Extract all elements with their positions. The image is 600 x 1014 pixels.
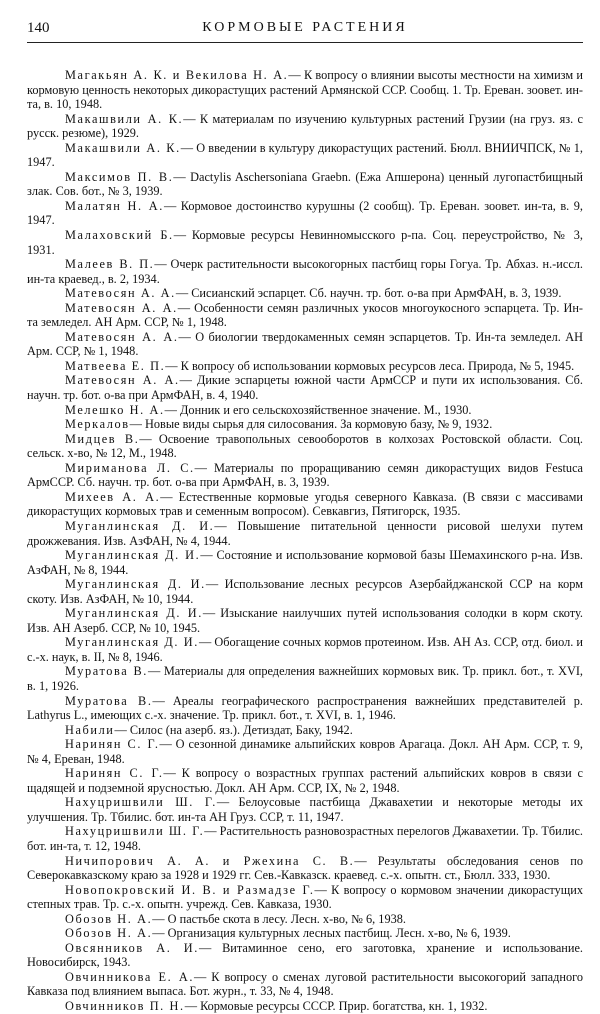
entry-text: — Результаты обследования сенов по Северокавказскому краю за 1928 и 1929 гг. Сев.-Кавказск. краевед. с.-х. опытн. ст., Бюлл. 333, 1930. xyxy=(27,853,583,883)
entry-author: Наринян С. Г. xyxy=(65,737,160,752)
document-page xyxy=(27,18,583,1014)
entry-author: Овчинникова Е. А. xyxy=(65,969,195,984)
entry-text: — Освоение травопольных севооборотов в колхозах Ростовской области. Соц. сельск. х-во, № 12, М., 1948. xyxy=(27,431,583,461)
bibliography-entry xyxy=(27,970,583,999)
entry-author: Малеев В. П. xyxy=(65,257,155,272)
bibliography-entry xyxy=(27,257,583,286)
bibliography-entry xyxy=(27,417,583,432)
entry-text: — Очерк растительности высокогорных пастбищ горы Гогуа. Тр. Абхаз. н.-иссл. ин-та краевед., в. 2, 1934. xyxy=(27,257,583,286)
entry-text: — Материалы для определения важнейших кормовых вик. Тр. прикл. бот., т. XVI, в. 1, 1926. xyxy=(27,664,584,693)
entry-text: — Сисианский эспарцет. Сб. научн. тр. бот. о-ва при АрмФАН, в. 3, 1939. xyxy=(175,286,562,301)
entry-text: — К вопросу о влиянии высоты местности на химизм и кормовую ценность некоторых дикорастущих растений Армянской ССР. Сообщ. 1. Тр. Ереван. зоовет. ин-та, в. 10, 1948. xyxy=(27,68,583,112)
entry-text: — Использование лесных ресурсов Азербайджанской ССР на корм скоту. Изв. АзФАН, № 10, 1944. xyxy=(27,577,583,606)
bibliography-entry xyxy=(27,403,583,418)
entry-text: — Обогащение сочных кормов протеином. Изв. АН Аз. ССР, отд. биол. и с.-х. наук, в. II, № 8, 1946. xyxy=(27,635,583,664)
bibliography-entry xyxy=(27,883,583,912)
entry-text: — К вопросу о сменах луговой растительности высокогорий западного Кавказа под влиянием выпаса. Бот. журн., т. 33, № 4, 1948. xyxy=(27,969,583,999)
bibliography-entry xyxy=(27,854,583,883)
bibliography-entry xyxy=(27,577,583,606)
entry-author: Матевосян А. А. xyxy=(65,329,179,344)
bibliography-entry xyxy=(27,941,583,970)
entry-text: — Dactylis Aschersoniana Graebn. (Ежа Апшерона) ценный лугопастбищный злак. Сов. бот., № 3, 1939. xyxy=(27,169,583,199)
entry-author: Матвеева Е. П. xyxy=(65,358,166,373)
entry-author: Овчинников П. Н. xyxy=(65,999,185,1013)
bibliography-entry xyxy=(27,824,583,853)
bibliography-entry xyxy=(27,606,583,635)
entry-author: Максимов П. В. xyxy=(65,169,174,184)
entry-author: Муганлинская Д. И. xyxy=(65,577,206,592)
entry-author: Малатян Н. А. xyxy=(65,198,164,213)
bibliography-entry xyxy=(27,548,583,577)
bibliography-entry xyxy=(27,170,583,199)
bibliography-entry xyxy=(27,112,583,141)
entry-author: Нахуцришвили Ш. Г. xyxy=(65,795,217,810)
entry-author: Муганлинская Д. И. xyxy=(65,518,215,533)
entry-author: Муратова В. xyxy=(65,664,148,679)
entry-author: Матевосян А. А. xyxy=(65,300,178,315)
bibliography-entry xyxy=(27,490,583,519)
entry-text: — Растительность разновозрастных перелогов Джавахетии. Тр. Тбилис. бот. ин-та, т. 12, 1948. xyxy=(27,824,583,853)
entry-author: Новопокровский И. В. и Размадзе Г. xyxy=(65,882,315,897)
bibliography-entry xyxy=(27,912,583,927)
entry-author: Обозов Н. А. xyxy=(65,911,153,926)
entry-author: Макашвили А. К. xyxy=(65,111,184,126)
bibliography-entry xyxy=(27,228,583,257)
bibliography-entry xyxy=(27,199,583,228)
entry-text: — Новые виды сырья для силосования. За кормовую базу, № 9, 1932. xyxy=(129,417,493,432)
bibliography-list xyxy=(27,68,583,1014)
page-number: 140 xyxy=(27,20,50,36)
entry-text: — Состояние и использование кормовой базы Шемахинского р-на. Изв. АзФАН, № 8, 1944. xyxy=(27,548,583,577)
bibliography-entry xyxy=(27,694,583,723)
entry-author: Макашвили А. К. xyxy=(65,140,181,155)
entry-text: — К вопросу об использовании кормовых ресурсов леса. Природа, № 5, 1945. xyxy=(165,358,575,373)
bibliography-entry xyxy=(27,519,583,548)
page-header xyxy=(27,18,583,38)
bibliography-entry xyxy=(27,723,583,738)
entry-author: Обозов Н. А. xyxy=(65,926,153,941)
bibliography-entry xyxy=(27,330,583,359)
entry-text: — Изыскание наилучших путей использования солодки в корм скоту. Изв. АН Азерб. ССР, № 10, 1945. xyxy=(27,606,583,635)
entry-author: Муганлинская Д. И. xyxy=(65,635,199,650)
entry-text: — О введении в культуру дикорастущих растений. Бюлл. ВНИИЧПСК, № 1, 1947. xyxy=(27,140,583,170)
bibliography-entry xyxy=(27,286,583,301)
entry-text: — О пастьбе скота в лесу. Лесн. х-во, № 6, 1938. xyxy=(152,911,406,926)
entry-text: — Кормовые ресурсы Невинномысского р-па. Соц. переустройство, № 3, 1931. xyxy=(27,228,583,257)
bibliography-entry xyxy=(27,373,583,402)
entry-text: — Витаминное сено, его заготовка, хранение и использование. Новосибирск, 1943. xyxy=(27,940,583,970)
entry-text: — Особенности семян различных укосов многоукосного эспарцета. Тр. Ин-та земледел. АН Арм. ССР, № 1, 1948. xyxy=(27,300,583,330)
entry-text: — Дикие эспарцеты южной части АрмССР и пути их использования. Сб. научн. тр. бот. о-ва при АрмФАН, в. 4, 1940. xyxy=(27,373,583,403)
entry-author: Ничипорович А. А. и Ржехина С. В. xyxy=(65,853,355,868)
bibliography-entry xyxy=(27,68,583,112)
entry-author: Мелешко Н. А. xyxy=(65,402,165,417)
bibliography-entry xyxy=(27,301,583,330)
entry-text: — Материалы по проращиванию семян дикорастущих видов Festuca АрмССР. Сб. научн. тр. бот. о-ва при АрмФАН, в. 3, 1939. xyxy=(27,460,583,490)
entry-author: Малаховский Б. xyxy=(65,228,174,243)
bibliography-entry xyxy=(27,359,583,374)
entry-text: — Кормовое достоинство курушны (2 сообщ). Тр. Ереван. зоовет. ин-та, в. 9, 1947. xyxy=(27,198,583,228)
bibliography-entry xyxy=(27,432,583,461)
entry-text: — Организация культурных лесных пастбищ. Лесн. х-во, № 6, 1939. xyxy=(152,926,511,941)
entry-text: — О биологии твердокаменных семян эспарцетов. Тр. Ин-та земледел. АН Арм. ССР, № 1, 1948. xyxy=(27,329,583,359)
entry-text: — Донник и его сельскохозяйственное значение. М., 1930. xyxy=(164,402,472,417)
entry-author: Набили xyxy=(65,722,115,737)
bibliography-entry xyxy=(27,737,583,766)
bibliography-entry xyxy=(27,461,583,490)
bibliography-entry xyxy=(27,766,583,795)
entry-text: — К материалам по изучению культурных растений Грузии (на груз. яз. с русск. резюме), 1929. xyxy=(27,111,584,141)
entry-author: Матевосян А. А. xyxy=(65,373,180,388)
bibliography-entry xyxy=(27,795,583,824)
entry-author: Михеев А. А. xyxy=(65,489,161,504)
entry-author: Наринян С. Г. xyxy=(65,766,164,781)
entry-author: Муратова В. xyxy=(65,693,153,708)
entry-text: — Ареалы географического распространения важнейших представителей р. Lathyrus L., имеющих с.-х. значение. Тр. прикл. бот., т. XVI, в. 1, 1946. xyxy=(27,693,583,723)
entry-text: — О сезонной динамике альпийских ковров Арагаца. Докл. АН Арм. ССР, т. 9, № 4, Ереван, 1948. xyxy=(27,737,584,766)
entry-author: Нахуцришвили Ш. Г. xyxy=(65,824,205,839)
bibliography-entry xyxy=(27,999,583,1014)
bibliography-entry xyxy=(27,635,583,664)
entry-text: — Силос (на азерб. яз.). Детиздат, Баку, 1942. xyxy=(114,722,353,737)
bibliography-entry xyxy=(27,141,583,170)
entry-text: — Повышение питательной ценности рисовой шелухи путем дрожжевания. Изв. АзФАН, № 4, 1944. xyxy=(27,518,583,548)
entry-text: — К вопросу о кормовом значении дикорастущих степных трав. Тр. с.-х. опытн. учрежд. Сев. Кавказа, 1930. xyxy=(27,882,583,912)
entry-author: Муганлинская Д. И. xyxy=(65,548,201,563)
entry-author: Матевосян А. А. xyxy=(65,286,176,301)
entry-author: Мидцев В. xyxy=(65,431,140,446)
entry-author: Муганлинская Д. И. xyxy=(65,606,203,621)
entry-text: — К вопросу о возрастных группах растений альпийских ковров в связи с щадящей и подземной ярусностью. Докл. АН Арм. ССР, IX, № 2, 1948. xyxy=(27,766,583,795)
entry-text: — Кормовые ресурсы СССР. Прир. богатства, кн. 1, 1932. xyxy=(184,999,488,1013)
header-rule xyxy=(27,42,583,43)
running-title: КОРМОВЫЕ РАСТЕНИЯ xyxy=(202,20,408,35)
entry-author: Мириманова Л. С. xyxy=(65,460,195,475)
entry-author: Магакьян А. К. и Векилова Н. А. xyxy=(65,68,289,82)
entry-text: — Естественные кормовые угодья северного Кавказа. (В связи с массивами дикорастущих кормовых трав и семенным вопросом). Севкавгиз, Пятигорск, 1935. xyxy=(27,489,584,519)
entry-author: Овсянников А. И. xyxy=(65,940,199,955)
bibliography-entry xyxy=(27,664,583,693)
entry-author: Меркалов xyxy=(65,417,130,432)
entry-text: — Белоусовые пастбища Джавахетии и некоторые методы их улучшения. Тр. Тбилис. бот. ин-та АН Груз. ССР, т. 11, 1947. xyxy=(27,795,583,824)
bibliography-entry xyxy=(27,926,583,941)
